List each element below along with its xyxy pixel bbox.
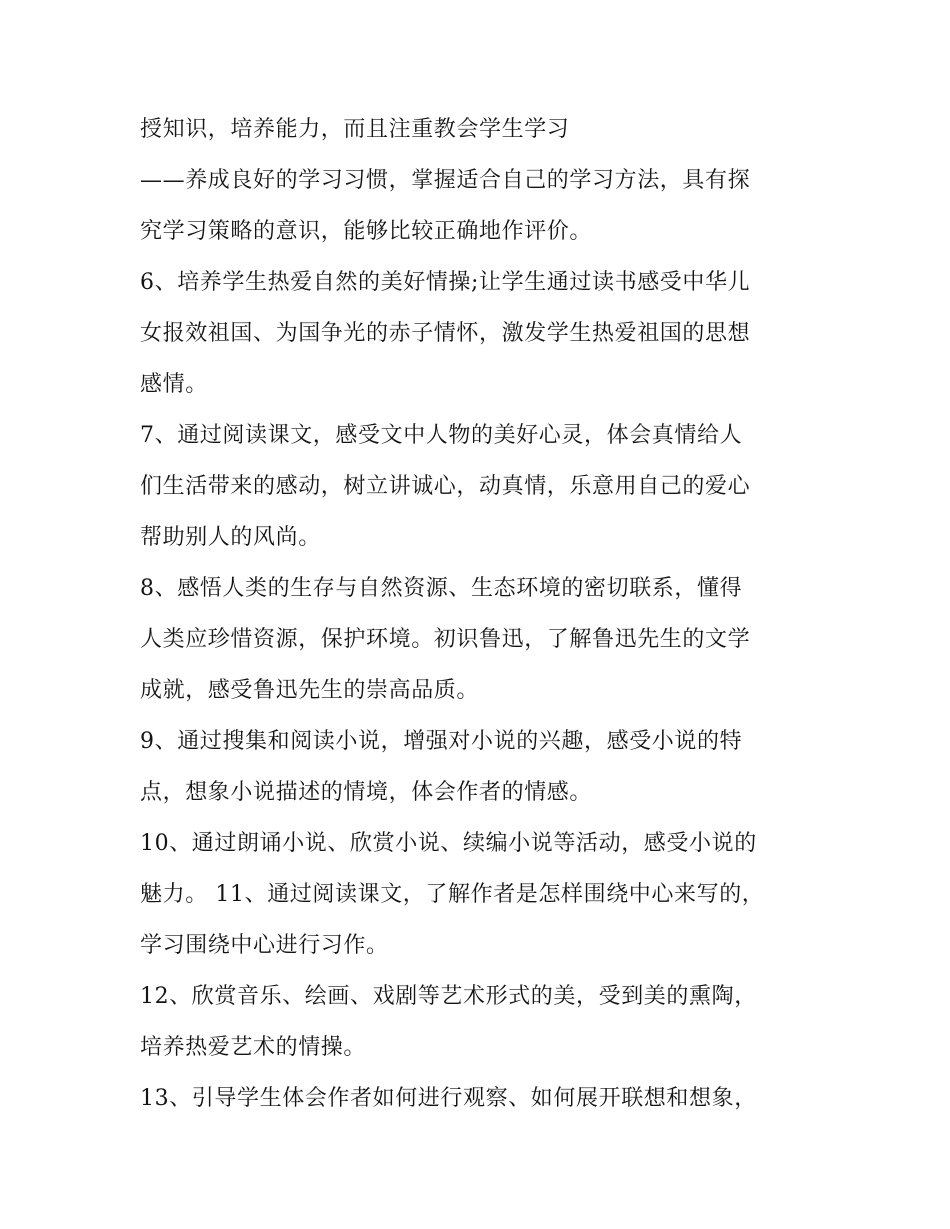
text-line: 培养热爱艺术的情操。 (140, 1035, 367, 1060)
text-line: ——养成良好的学习习惯，掌握适合自己的学习方法，具有探 (140, 168, 751, 193)
text-line: 成就，感受鲁迅先生的崇高品质。 (140, 678, 480, 703)
text-line: 点，想象小说描述的情境，体会作者的情感。 (140, 780, 593, 805)
text-line: 魅力。 11、通过阅读课文，了解作者是怎样围绕中心来写的， (140, 882, 765, 907)
text-line: 女报效祖国、为国争光的赤子情怀，激发学生热爱祖国的思想 (140, 321, 751, 346)
text-line: 帮助别人的风尚。 (140, 525, 321, 550)
text-line: 感情。 (140, 372, 208, 397)
text-line: 8、感悟人类的生存与自然资源、生态环境的密切联系，懂得 (140, 576, 743, 601)
text-line: 学习围绕中心进行习作。 (140, 933, 389, 958)
text-line: 究学习策略的意识，能够比较正确地作评价。 (140, 219, 593, 244)
text-line: 人类应珍惜资源，保护环境。初识鲁迅，了解鲁迅先生的文学 (140, 627, 751, 652)
text-line: 授知识，培养能力，而且注重教会学生学习 (140, 117, 570, 142)
text-line: 9、通过搜集和阅读小说，增强对小说的兴趣，感受小说的特 (140, 729, 743, 754)
document-body (140, 108, 820, 1128)
text-line: 们生活带来的感动，树立讲诚心，动真情，乐意用自己的爱心 (140, 474, 751, 499)
text-line: 10、通过朗诵小说、欣赏小说、续编小说等活动，感受小说的 (140, 831, 757, 856)
text-line: 12、欣赏音乐、绘画、戏剧等艺术形式的美，受到美的熏陶， (140, 984, 757, 1009)
text-line: 6、培养学生热爱自然的美好情操;让学生通过读书感受中华儿 (140, 270, 751, 295)
text-line: 13、引导学生体会作者如何进行观察、如何展开联想和想象， (140, 1086, 757, 1111)
text-line: 7、通过阅读课文，感受文中人物的美好心灵，体会真情给人 (140, 423, 743, 448)
